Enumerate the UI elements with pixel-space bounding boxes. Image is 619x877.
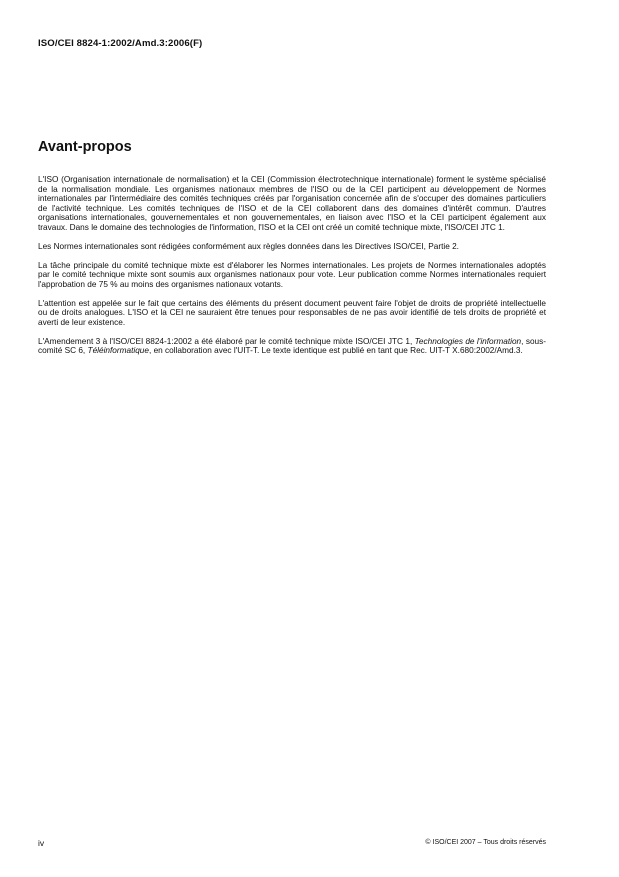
copyright-notice: © ISO/CEI 2007 – Tous droits réservés [425,839,546,846]
page-number: iv [38,838,45,848]
paragraph-main-task: La tâche principale du comité technique mixte est d'élaborer les Normes internationales. Les projets de Normes internationales adoptés par le comité technique mixte sont soumis aux organismes nationaux pour vote. Leur publication comme Normes internationales requiert l'approbation de 75 % au moins des organismes nationaux votants. [38,260,546,289]
paragraph-patent-notice: L'attention est appelée sur le fait que certains des éléments du présent document peuvent faire l'objet de droits de propriété intellectuelle ou de droits analogues. L'ISO et la CEI ne sauraient être tenues pour responsables de ne pas avoir identifié de tels droits de propriété et averti de leur existence. [38,298,546,327]
paragraph-organisations: L'ISO (Organisation internationale de normalisation) et la CEI (Commission électrotechnique internationale) forment le système spécialisé de la normalisation mondiale. Les organismes nationaux membres de l'ISO ou de la CEI participent au développement de Normes internationales par l'intermédiaire des comités techniques créés par l'organisation concernée afin de s'occuper des domaines particuliers de l'activité technique. Les comités techniques de l'ISO et de la CEI collaborent dans des domaines d'intérêt commun. D'autres organisations internationales, gouvernementales et non gouvernementales, en liaison avec l'ISO et la CEI participent également aux travaux. Dans le domaine des technologies de l'information, l'ISO et la CEI ont créé un comité technique mixte, l'ISO/CEI JTC 1. [38,175,546,232]
amendment-text-2: , sous-comité SC 6, [38,336,546,356]
document-reference: ISO/CEI 8824-1:2002/Amd.3:2006(F) [38,38,203,49]
amendment-text-3: , en collaboration avec l'UIT-T. Le texte identique est publié en tant que Rec. UIT-T X.680:2002/Amd.3. [148,346,523,356]
amendment-text-1: L'Amendement 3 à l'ISO/CEI 8824-1:2002 a été élaboré par le comité technique mixte ISO/CEI JTC 1, [38,336,415,346]
paragraph-directives: Les Normes internationales sont rédigées conformément aux règles données dans les Directives ISO/CEI, Partie 2. [38,241,459,251]
paragraph-amendment [38,337,546,356]
committee-title: Technologies de l'information [414,336,522,346]
section-title: Avant-propos [38,139,132,155]
foreword-body [38,175,546,365]
subcommittee-title: Téléinformatique [87,346,149,356]
